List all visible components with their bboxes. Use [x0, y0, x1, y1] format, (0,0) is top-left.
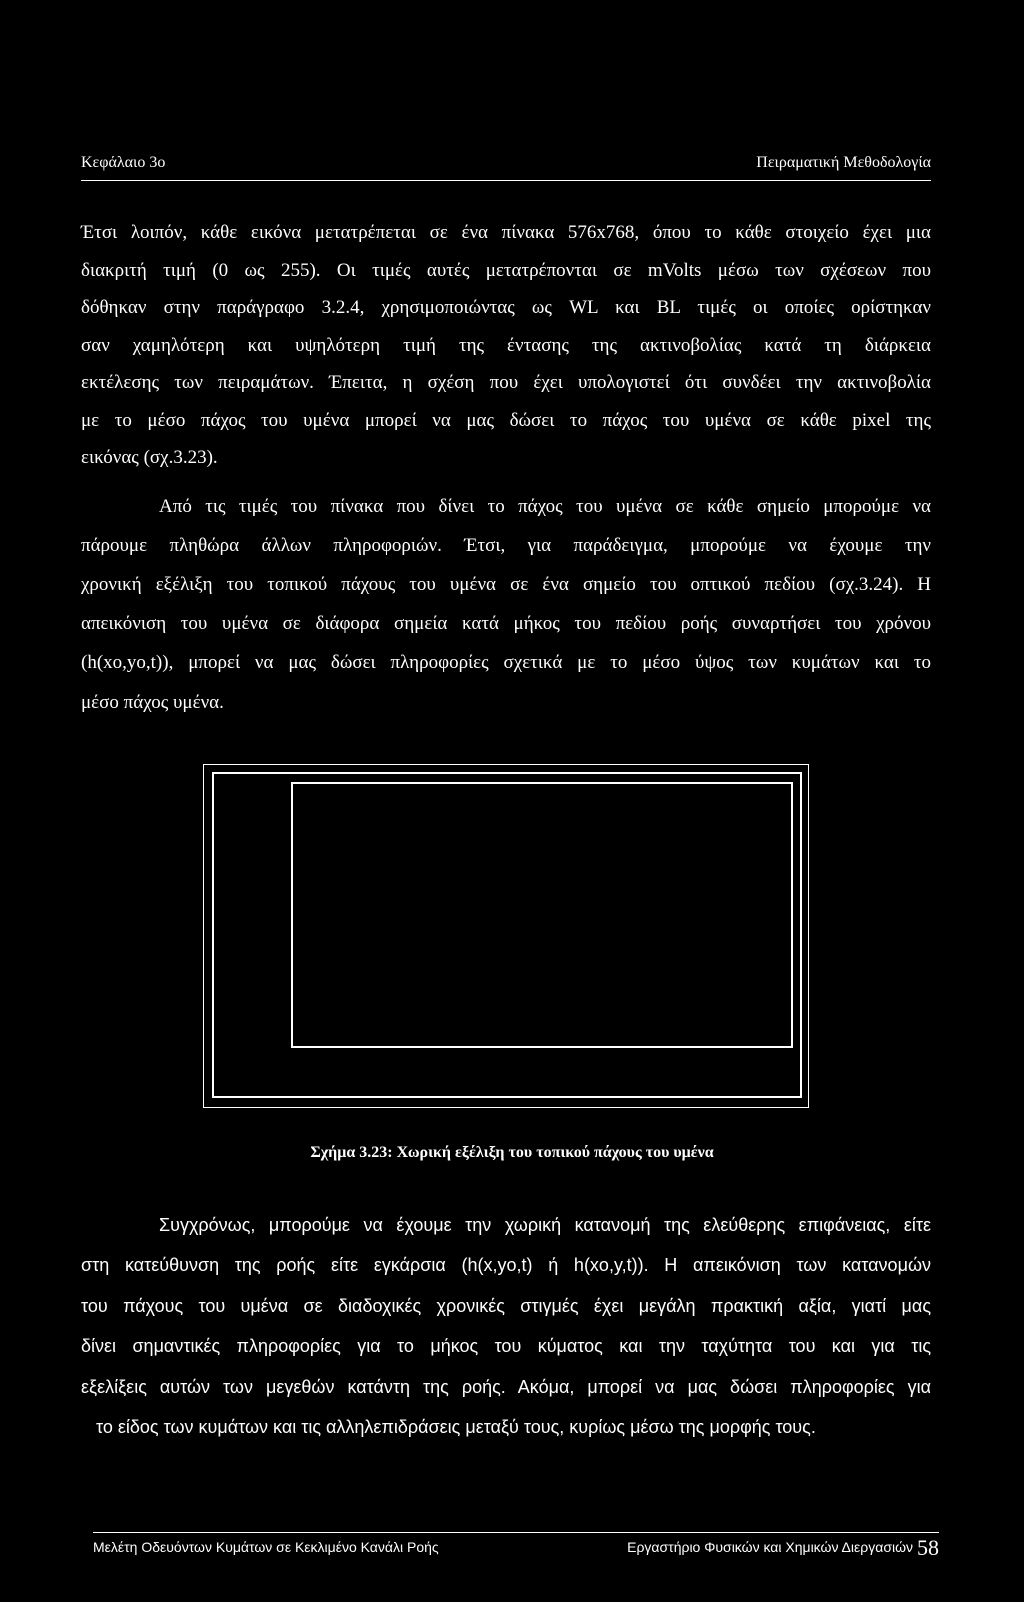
text-line: Από τις τιμές του πίνακα που δίνει το πάχος του υμένα σε κάθε σημείο μπορούμε να: [159, 496, 931, 517]
text-line: μέσο πάχος υμένα.: [81, 692, 224, 713]
text-line: Έτσι λοιπόν, κάθε εικόνα μετατρέπεται σε ένα πίνακα 576x768, όπου το κάθε στοιχείο έχει μια: [81, 222, 931, 243]
text-line: του πάχους του υμένα σε διαδοχικές χρονικές στιγμές έχει μεγάλη πρακτική αξία, γιατί μας: [81, 1296, 931, 1316]
section-label: Πειραματική Μεθοδολογία: [756, 154, 931, 171]
figure-image-area: [291, 782, 793, 1048]
page-footer: [93, 1532, 939, 1560]
footer-lab: Εργαστήριο Φυσικών και Χημικών Διεργασιών: [627, 1539, 913, 1555]
text-line: με το μέσο πάχος του υμένα μπορεί να μας δώσει το πάχος του υμένα σε κάθε pixel της: [81, 410, 931, 431]
text-line: (h(xo,yo,t)), μπορεί να μας δώσει πληροφορίες σχετικά με το μέσο ύψος των κυμάτων και το: [81, 652, 931, 673]
text-line: δίνει σημαντικές πληροφορίες για το μήκος του κύματος και την ταχύτητα του και για τις: [81, 1336, 931, 1356]
text-line: εκτέλεσης των πειραμάτων. Έπειτα, η σχέση που έχει υπολογιστεί ότι συνδέει την ακτινοβολία: [81, 372, 931, 393]
text-line: εξελίξεις αυτών των μεγεθών κατάντη της ροής. Ακόμα, μπορεί να μας δώσει πληροφορίες για: [81, 1377, 931, 1397]
text-line: διακριτή τιμή (0 ως 255). Οι τιμές αυτές μετατρέπονται σε mVolts μέσω των σχέσεων που: [81, 260, 931, 281]
text-line: πάρουμε πληθώρα άλλων πληροφοριών. Έτσι, για παράδειγμα, μπορούμε να έχουμε την: [81, 535, 931, 556]
page-header: [81, 154, 931, 181]
figure-caption: Σχήμα 3.23: Χωρική εξέλιξη του τοπικού πάχους του υμένα: [310, 1144, 714, 1161]
text-line: απεικόνιση του υμένα σε διάφορα σημεία κατά μήκος του πεδίου ροής συναρτήσει του χρόνου: [81, 613, 931, 634]
text-line: χρονική εξέλιξη του τοπικού πάχους του υμένα σε ένα σημείο του οπτικού πεδίου (σχ.3.24). Η: [81, 574, 931, 595]
text-line: στη κατεύθυνση της ροής είτε εγκάρσια (h(x,yo,t) ή h(xo,y,t)). Η απεικόνιση των κατανομών: [81, 1255, 931, 1275]
text-line: εικόνας (σχ.3.23).: [81, 447, 218, 468]
text-line: σαν χαμηλότερη και υψηλότερη τιμή της έντασης της ακτινοβολίας κατά τη διάρκεια: [81, 335, 931, 356]
chapter-label: Κεφάλαιο 3ο: [81, 154, 166, 171]
footer-title: Μελέτη Οδευόντων Κυμάτων σε Κεκλιμένο Κανάλι Ροής: [93, 1539, 439, 1555]
text-line: δόθηκαν στην παράγραφο 3.2.4, χρησιμοποιώντας ως WL και BL τιμές οι οποίες ορίστηκαν: [81, 297, 931, 318]
text-line: το είδος των κυμάτων και τις αλληλεπιδράσεις μεταξύ τους, κυρίως μέσω της μορφής τους.: [96, 1417, 816, 1437]
page-number: 58: [917, 1535, 939, 1560]
text-line: Συγχρόνως, μπορούμε να έχουμε την χωρική κατανομή της ελεύθερης επιφάνειας, είτε: [159, 1215, 931, 1235]
